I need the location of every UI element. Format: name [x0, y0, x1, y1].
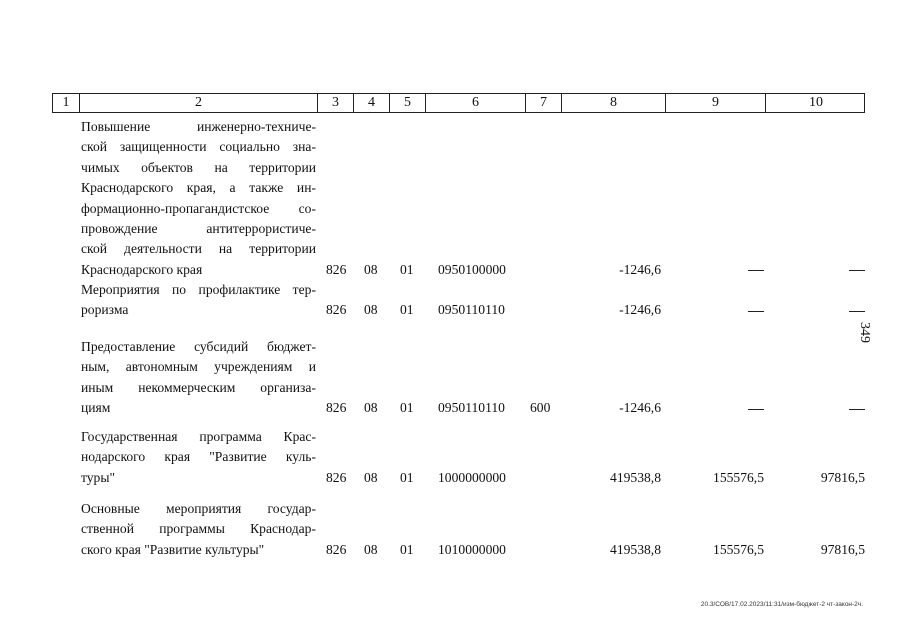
header-col-5: 5	[389, 94, 425, 112]
column-number-header	[52, 93, 865, 113]
dash-mark	[748, 270, 764, 271]
empty-value-dash	[748, 398, 764, 418]
cell-c4: 08	[364, 302, 378, 318]
cell-c4: 08	[364, 541, 378, 557]
description-line: ным, автономным учреждениям и	[81, 359, 316, 375]
row-description	[81, 499, 316, 560]
empty-value-dash	[748, 300, 764, 320]
description-line: роризма	[81, 302, 129, 318]
cell-c9: 155576,5	[713, 541, 764, 557]
row-description	[81, 427, 316, 488]
description-line: Краснодарского края, а также ин-	[81, 180, 316, 196]
header-col-7: 7	[525, 94, 561, 112]
cell-c10: 97816,5	[820, 469, 865, 485]
dash-mark	[849, 270, 865, 271]
dash-mark	[748, 409, 764, 410]
cell-c4: 08	[364, 261, 378, 277]
description-line: нодарского края "Развитие куль-	[81, 449, 316, 465]
cell-c7: 600	[530, 400, 551, 416]
cell-c5: 01	[400, 400, 414, 416]
page-number: 349	[857, 322, 872, 343]
description-line: туры"	[81, 469, 116, 485]
cell-c5: 01	[400, 469, 414, 485]
cell-c3: 826	[326, 400, 347, 416]
cell-c4: 08	[364, 469, 378, 485]
cell-c6: 0950110110	[438, 400, 505, 416]
dash-mark	[849, 311, 865, 312]
cell-c8: 419538,8	[610, 541, 661, 557]
row-description	[81, 337, 316, 419]
header-col-1: 1	[62, 95, 70, 110]
cell-c3: 826	[326, 469, 347, 485]
cell-c3: 826	[326, 541, 347, 557]
footer-stamp: 20.3/СОВ/17.02.2023/11:31/изм-бюджет-2 чт-закон-2ч.	[700, 601, 863, 608]
cell-c8: -1246,6	[619, 302, 661, 318]
cell-c4: 08	[364, 400, 378, 416]
empty-value-dash	[849, 260, 865, 280]
description-line: Предоставление субсидий бюджет-	[81, 339, 316, 354]
description-line: Мероприятия по профилактике тер-	[81, 282, 316, 297]
empty-value-dash	[849, 398, 865, 418]
header-col-8: 8	[561, 94, 665, 112]
row-description	[81, 280, 316, 321]
empty-value-dash	[849, 300, 865, 320]
description-line: чимых объектов на территории	[81, 159, 316, 175]
cell-c6: 1010000000	[438, 541, 506, 557]
cell-c3: 826	[326, 261, 347, 277]
description-line: иным некоммерческим организа-	[81, 379, 316, 395]
description-line: ской деятельности на территории	[81, 241, 316, 257]
description-line: Повышение инженерно-техниче-	[81, 119, 316, 134]
cell-c8: -1246,6	[619, 400, 661, 416]
cell-c5: 01	[400, 302, 414, 318]
header-col-2: 2	[79, 94, 317, 112]
header-col-6: 6	[425, 94, 525, 112]
cell-c5: 01	[400, 261, 414, 277]
dash-mark	[748, 311, 764, 312]
cell-c10: 97816,5	[820, 541, 865, 557]
cell-c3: 826	[326, 302, 347, 318]
header-col-4: 4	[353, 94, 389, 112]
description-line: Краснодарского края	[81, 261, 203, 277]
description-line: провождение антитеррористиче-	[81, 221, 316, 237]
description-line: ского края "Развитие культуры"	[81, 541, 265, 557]
cell-c8: 419538,8	[610, 469, 661, 485]
header-col-10: 10	[765, 94, 866, 112]
row-description	[81, 117, 316, 280]
cell-c9: 155576,5	[713, 469, 764, 485]
dash-mark	[849, 409, 865, 410]
description-line: циям	[81, 400, 111, 416]
cell-c5: 01	[400, 541, 414, 557]
cell-c8: -1246,6	[619, 261, 661, 277]
cell-c6: 0950110110	[438, 302, 505, 318]
description-line: ской защищенности социально зна-	[81, 139, 316, 155]
description-line: ственной программы Краснодар-	[81, 521, 316, 537]
cell-c6: 0950100000	[438, 261, 506, 277]
header-col-9: 9	[665, 94, 765, 112]
description-line: Государственная программа Крас-	[81, 429, 316, 444]
empty-value-dash	[748, 260, 764, 280]
cell-c6: 1000000000	[438, 469, 506, 485]
description-line: Основные мероприятия государ-	[81, 501, 316, 516]
header-col-3: 3	[317, 94, 353, 112]
description-line: формационно-пропагандистское со-	[81, 200, 316, 216]
